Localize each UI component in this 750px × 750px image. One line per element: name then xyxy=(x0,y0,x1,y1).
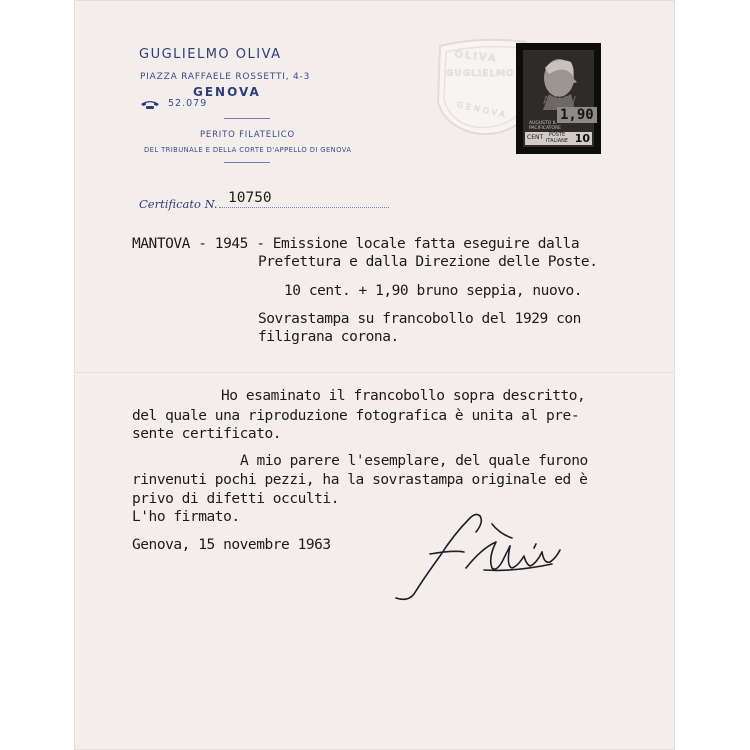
certificate-page xyxy=(74,0,675,750)
body-line-7: del quale una riproduzione fotografica è unita al pre- xyxy=(132,408,580,424)
letterhead-address: PIAZZA RAFFAELE ROSSETTI, 4-3 xyxy=(140,72,311,82)
embossed-seal xyxy=(430,32,530,140)
handwritten-signature xyxy=(384,508,574,608)
body-line-10: rinvenuti pochi pezzi, ha la sovrastampa originale ed è xyxy=(132,472,588,488)
letterhead-title: PERITO FILATELICO xyxy=(200,130,296,140)
emboss-line3: GENOVA xyxy=(456,100,509,120)
stamp-inscription: AUGUSTO IL PACIFICATORE xyxy=(529,121,561,131)
stamp-value-band xyxy=(525,132,592,145)
letterhead-name: GUGLIELMO OLIVA xyxy=(139,47,282,62)
stamp-overprint-city: ANTOV xyxy=(543,94,577,107)
body-line-4: Sovrastampa su francobollo del 1929 con xyxy=(258,311,581,327)
body-line-12: L'ho firmato. xyxy=(132,509,240,525)
letterhead-rule-top xyxy=(224,118,270,119)
letterhead-subtitle: DEL TRIBUNALE E DELLA CORTE D'APPELLO DI GENOVA xyxy=(144,146,352,154)
stamp-face-value: 10 xyxy=(574,132,590,145)
paper-fold xyxy=(74,372,675,375)
stamp-frame xyxy=(523,50,594,147)
stamp-photo xyxy=(516,43,601,154)
body-line-6: Ho esaminato il francobollo sopra descritto, xyxy=(221,388,586,404)
body-line-1: MANTOVA - 1945 - Emissione locale fatta eseguire dalla xyxy=(132,236,580,252)
body-line-8: sente certificato. xyxy=(132,426,282,442)
body-line-5: filigrana corona. xyxy=(258,329,399,345)
letterhead-city: GENOVA xyxy=(193,85,261,99)
certificate-label: Certificato N. xyxy=(139,197,218,211)
stamp-country: POSTE ITALIANE xyxy=(545,132,569,144)
letterhead-rule-bottom xyxy=(224,162,270,163)
letterhead-phone: 52.079 xyxy=(168,98,208,109)
body-line-13: Genova, 15 novembre 1963 xyxy=(132,537,331,553)
stamp-cent: CENT xyxy=(527,134,544,141)
emboss-line1: OLIVA xyxy=(453,49,499,65)
body-line-2: Prefettura e dalla Direzione delle Poste. xyxy=(258,254,598,270)
body-line-11: privo di difetti occulti. xyxy=(132,491,339,507)
certificate-dotted-line xyxy=(219,207,389,208)
body-line-9: A mio parere l'esemplare, del quale furono xyxy=(240,453,588,469)
emboss-line2: GUGLIELMO xyxy=(446,69,515,79)
stamp-overprint-value: 1,90 xyxy=(557,107,597,123)
certificate-number: 10750 xyxy=(228,190,272,206)
telephone-icon xyxy=(140,100,160,110)
body-line-3: 10 cent. + 1,90 bruno seppia, nuovo. xyxy=(284,283,583,299)
